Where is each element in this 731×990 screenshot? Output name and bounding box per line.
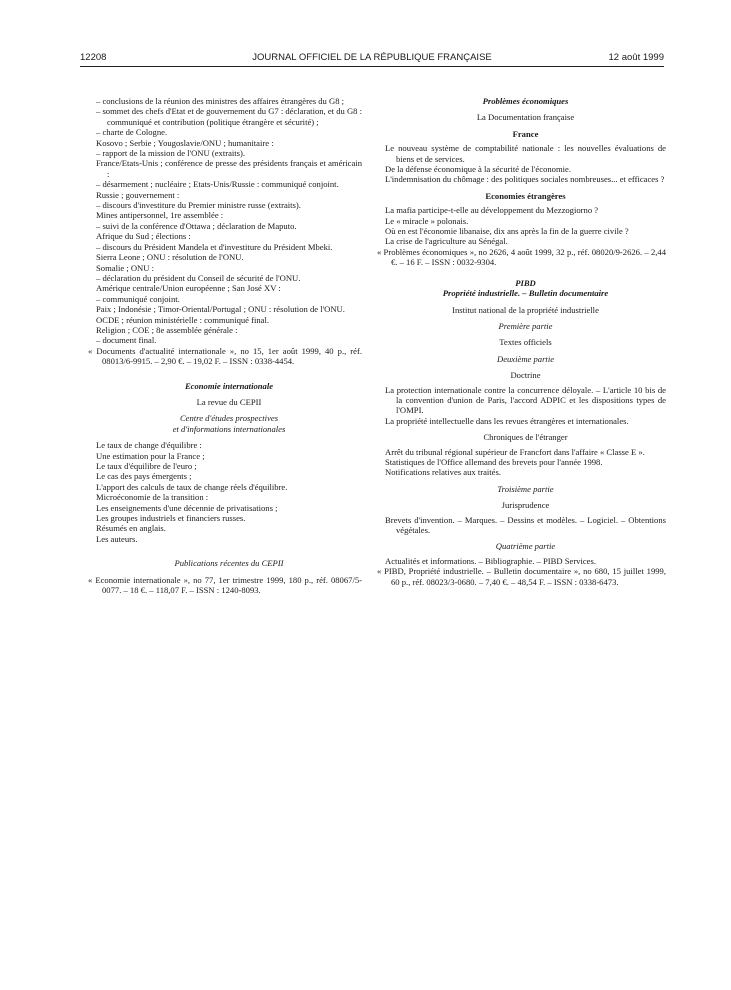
part-heading: Quatrième partie: [495, 541, 556, 552]
subsection-heading: Economies étrangères: [485, 190, 566, 201]
list-item: – document final.: [96, 335, 157, 346]
section-title: Publications récentes du CEPII: [174, 558, 284, 569]
list-item: La propriété intellectuelle dans les revues étrangères et internationales.: [385, 415, 629, 426]
topic-heading: Mines antipersonnel, 1re assemblée :: [96, 210, 224, 221]
right-column: [377, 96, 666, 587]
section-title: Problèmes économiques: [482, 96, 569, 106]
list-item: Le « miracle » polonais.: [385, 215, 469, 226]
list-item: Le nouveau système de comptabilité nationale : les nouvelles évaluations de biens et de services.: [385, 143, 666, 164]
list-item: – conclusions de la réunion des ministres des affaires étrangères du G8 ;: [96, 96, 345, 106]
left-column: [88, 96, 362, 596]
list-item: – rapport de la mission de l'ONU (extraits).: [96, 148, 246, 159]
part-label: Chroniques de l'étranger: [483, 432, 568, 443]
topic-heading: Paix ; Indonésie ; Timor-Oriental/Portugal ; ONU : résolution de l'ONU.: [96, 304, 345, 315]
list-item: Résumés en anglais.: [96, 523, 166, 534]
part-heading: Troisième partie: [497, 483, 554, 494]
list-item: Les enseignements d'une décennie de privatisations ;: [96, 502, 278, 513]
section-subtitle: La Documentation française: [476, 112, 575, 123]
list-item: La mafia participe-t-elle au développement du Mezzogiorno ?: [385, 205, 599, 216]
publication-reference: « Documents d'actualité internationale », no 15, 1er août 1999, 40 p., réf. 08013/6-9915. – 2,90 €. – 19,02 F. – ISSN : 0338-4454.: [88, 345, 362, 367]
list-item: – sommet des chefs d'Etat et de gouvernement du G7 : déclaration, et du G8 : communiqué et contribution (politique étrangère et sécurité) ;: [96, 106, 362, 127]
list-item: Les auteurs.: [96, 533, 138, 544]
part-label: Doctrine: [510, 370, 541, 381]
topic-heading: Somalie ; ONU :: [96, 262, 155, 273]
list-item: La protection internationale contre la concurrence déloyale. – L'article 10 bis de la convention d'union de Paris, l'accord ADPIC et les dispositions types de l'OMPI.: [385, 384, 666, 416]
topic-heading: Russie ; gouvernement :: [96, 189, 180, 200]
subsection-heading: France: [512, 128, 539, 139]
list-item: – suivi de la conférence d'Ottawa ; déclaration de Maputo.: [96, 220, 297, 231]
topic-heading: France/Etats-Unis ; conférence de presse des présidents français et américain :: [96, 158, 362, 179]
publication-reference: « Problèmes économiques », no 2626, 4 août 1999, 32 p., réf. 08020/9-2626. – 2,44 €. – 16 F. – ISSN : 0032-9304.: [377, 246, 666, 268]
section-title: PIBD: [515, 277, 536, 288]
list-item: Microéconomie de la transition :: [96, 492, 209, 503]
list-item: La crise de l'agriculture au Sénégal.: [385, 236, 508, 247]
list-item: Arrêt du tribunal régional supérieur de Francfort dans l'affaire « Classe E ».: [385, 446, 645, 457]
page-number: 12208: [80, 52, 107, 63]
topic-heading: Religion ; COE ; 8e assemblée générale :: [96, 324, 238, 335]
publisher-line: Centre d'études prospectives: [179, 413, 279, 424]
list-item: Le taux de change d'équilibre :: [96, 440, 202, 451]
list-item: Brevets d'invention. – Marques. – Dessins et modèles. – Logiciel. – Obtentions végétales.: [385, 514, 666, 535]
list-item: De la défense économique à la sécurité de l'économie.: [385, 164, 571, 175]
list-item: Statistiques de l'Office allemand des brevets pour l'année 1998.: [385, 456, 603, 467]
topic-heading: Kosovo ; Serbie ; Yougoslavie/ONU ; humanitaire :: [96, 137, 274, 148]
list-item: – charte de Cologne.: [96, 127, 168, 138]
section-subtitle: Propriété industrielle. – Bulletin documentaire: [442, 288, 609, 299]
list-item: Le cas des pays émergents ;: [96, 471, 192, 482]
list-item: – discours d'investiture du Premier ministre russe (extraits).: [96, 200, 301, 211]
list-item: – discours du Président Mandela et d'investiture du Président Mbeki.: [96, 241, 333, 252]
list-item: Une estimation pour la France ;: [96, 450, 205, 461]
topic-heading: Afrique du Sud ; élections :: [96, 231, 191, 242]
list-item: L'apport des calculs de taux de change réels d'équilibre.: [96, 481, 288, 492]
list-item: L'indemnisation du chômage : des politiques sociales nombreuses... et efficaces ?: [385, 174, 665, 185]
section-subtitle: La revue du CEPII: [196, 396, 262, 407]
list-item: – communiqué conjoint.: [96, 293, 180, 304]
list-item: Le taux d'équilibre de l'euro ;: [96, 461, 197, 471]
header-rule: [80, 66, 664, 67]
list-item: – déclaration du président du Conseil de sécurité de l'ONU.: [96, 272, 301, 283]
topic-heading: Amérique centrale/Union européenne ; San José XV :: [96, 283, 281, 294]
publisher-line: et d'informations internationales: [172, 423, 286, 434]
publication-reference: « PIBD, Propriété industrielle. – Bulletin documentaire », no 680, 15 juillet 1999, 60 p., réf. 08023/3-0680. – 7,40 €. – 48,54 F. – ISSN : 0338-6473.: [377, 566, 666, 587]
list-item: Notifications relatives aux traités.: [385, 467, 501, 478]
topic-heading: OCDE ; réunion ministérielle : communiqué final.: [96, 314, 270, 325]
list-item: Actualités et informations. – Bibliographie. – PIBD Services.: [385, 555, 596, 566]
section-title: Economie internationale: [184, 380, 274, 391]
list-item: Les groupes industriels et financiers russes.: [96, 513, 246, 524]
journal-title: JOURNAL OFFICIEL DE LA RÉPUBLIQUE FRANÇAISE: [252, 52, 492, 63]
publication-reference: « Economie internationale », no 77, 1er trimestre 1999, 180 p., réf. 08067/5-0077. – 18 €. – 118,07 F. – ISSN : 1240-8093.: [88, 574, 362, 596]
part-label: Jurisprudence: [501, 500, 550, 511]
part-heading: Deuxième partie: [496, 353, 555, 364]
publisher-line: Institut national de la propriété industrielle: [452, 304, 599, 315]
topic-heading: Sierra Leone ; ONU : résolution de l'ONU.: [96, 252, 244, 263]
part-heading: Première partie: [498, 320, 553, 331]
part-label: Textes officiels: [499, 337, 552, 348]
list-item: Où en est l'économie libanaise, dix ans après la fin de la guerre civile ?: [385, 226, 629, 237]
page-header: [80, 52, 664, 66]
issue-date: 12 août 1999: [608, 52, 664, 63]
list-item: – désarmement ; nucléaire ; Etats-Unis/Russie : communiqué conjoint.: [96, 179, 339, 190]
